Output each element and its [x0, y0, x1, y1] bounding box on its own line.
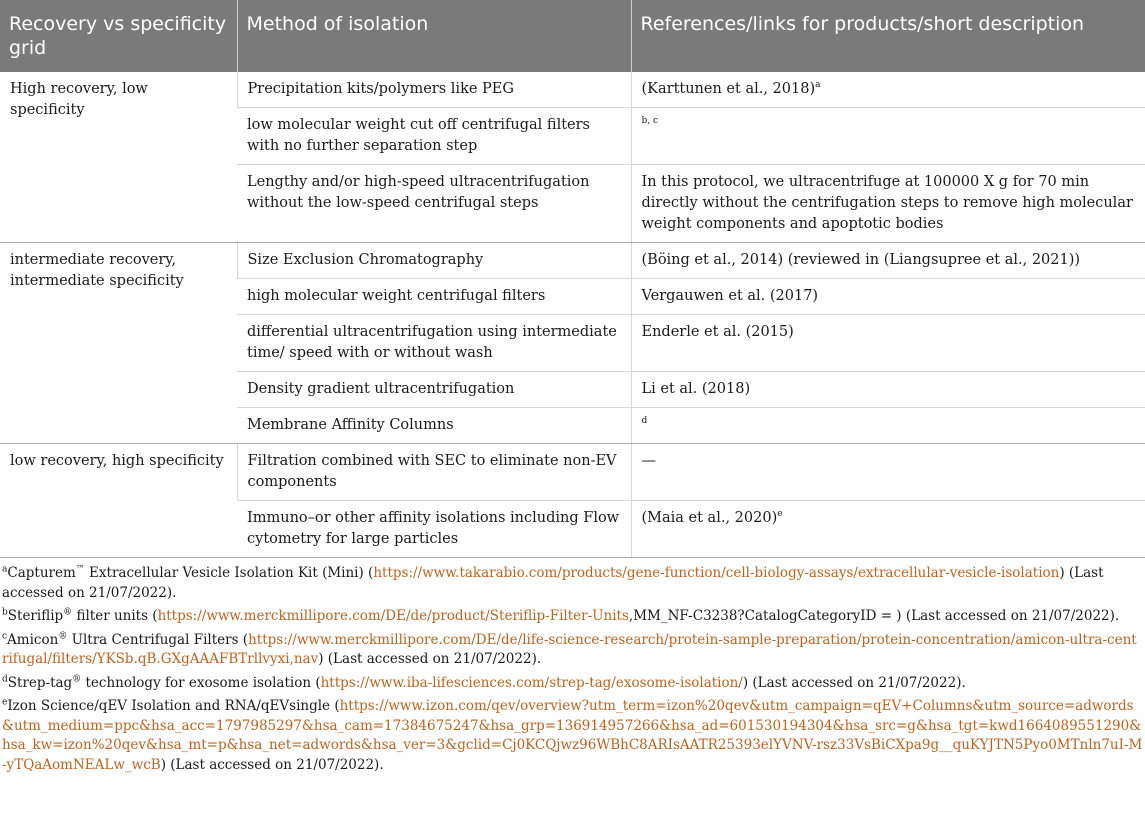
- footnote-mark: d: [2, 674, 8, 684]
- footnote-text: Extracellular Vesicle Isolation Kit (Mini) (: [84, 565, 374, 581]
- footnote-marker: a: [815, 80, 821, 91]
- footnote-marker: d: [641, 416, 648, 427]
- reference-text: (Maia et al., 2020): [641, 510, 778, 526]
- table-row: [0, 72, 1145, 108]
- product-name: Steriflip: [7, 608, 64, 624]
- method-cell: Lengthy and/or high-speed ultracentrifugation without the low-speed centrifugal steps: [237, 165, 631, 243]
- footnote-access-date: ) (Last accessed on 21/07/2022).: [742, 674, 966, 691]
- reference-cell: [631, 501, 1145, 558]
- footnote-link[interactable]: https://www.takarabio.com/products/gene-function/cell-biology-assays/extracellular-vesicle-isolation: [373, 565, 1060, 581]
- group-label: low recovery, high specificity: [0, 444, 237, 558]
- header-grid: Recovery vs specificity grid: [0, 0, 237, 72]
- table-body: [0, 72, 1145, 558]
- method-cell: Density gradient ultracentrifugation: [237, 372, 631, 408]
- footnote-link[interactable]: https://www.iba-lifesciences.com/strep-tag/exosome-isolation/: [320, 674, 743, 691]
- reference-cell: [631, 108, 1145, 165]
- reference-cell: [631, 444, 1145, 501]
- product-name: Izon Science/qEV Isolation and RNA/qEVsingle: [7, 698, 331, 714]
- footnote-access-date: ) (Last accessed on 21/07/2022).: [160, 756, 384, 773]
- method-cell: high molecular weight centrifugal filters: [237, 279, 631, 315]
- footnote-text: technology for exosome isolation (: [81, 674, 321, 691]
- table-header-row: [0, 0, 1145, 72]
- footnote-text: filter units (: [72, 608, 158, 624]
- method-cell: Membrane Affinity Columns: [237, 408, 631, 444]
- footnote-link[interactable]: https://www.izon.com/qev/overview?utm_term=izon%20qev&utm_campaign=qEV+Columns&utm_source=adwords&utm_medium=ppc&hsa_acc=1797985297&hsa_cam=17384675247&hsa_grp=136914957266&hsa_ad=601530194304&hsa_src=g&hsa_tgt=kwd1664089551290&hsa_kw=izon%20qev&hsa_mt=p&hsa_net=adwords&hsa_ver=3&gclid=Cj0KCQjwz96WBhC8ARIsAATR25393elYVNV-rsz33VsBiCXpa9g__quKYJTN5Pyo0MTnln7uI-M-yTQaAomNEALw_wcB: [2, 698, 1143, 773]
- method-cell: low molecular weight cut off centrifugal filters with no further separation step: [237, 108, 631, 165]
- reference-cell: [631, 72, 1145, 108]
- trademark-symbol: ®: [58, 631, 68, 641]
- footnote-access-date: ) (Last accessed on 21/07/2022).: [2, 565, 1104, 601]
- method-cell: Precipitation kits/polymers like PEG: [237, 72, 631, 108]
- product-name: Strep-tag: [7, 674, 73, 691]
- footnote-text: (: [330, 698, 340, 714]
- method-cell: Immuno–or other affinity isolations including Flow cytometry for large particles: [237, 501, 631, 558]
- reference-text: Li et al. (2018): [641, 381, 751, 397]
- reference-cell: [631, 372, 1145, 408]
- footnote-link[interactable]: https://www.merckmillipore.com/DE/de/product/Steriflip-Filter-Units: [157, 608, 629, 624]
- footnotes: [0, 558, 1145, 775]
- footnote-access-date: ) (Last accessed on 21/07/2022).: [318, 651, 542, 667]
- footnote-text: Ultra Centrifugal Filters (: [67, 631, 249, 648]
- reference-text: —: [641, 453, 656, 469]
- group-label: High recovery, low specificity: [0, 72, 237, 243]
- trademark-symbol: ®: [72, 674, 82, 684]
- reference-cell: [631, 408, 1145, 444]
- footnote-d: [2, 674, 1143, 694]
- footnote-access-date: ,MM_NF-C3238?CatalogCategoryID = ) (Last accessed on 21/07/2022).: [628, 608, 1120, 624]
- reference-text: (Karttunen et al., 2018): [641, 81, 816, 97]
- reference-text: Enderle et al. (2015): [641, 324, 794, 340]
- method-cell: Size Exclusion Chromatography: [237, 243, 631, 279]
- trademark-symbol: ™: [75, 564, 85, 575]
- reference-text: (Böing et al., 2014) (reviewed in (Liangsupree et al., 2021)): [641, 252, 1081, 268]
- table-row: [0, 243, 1145, 279]
- footnote-mark: b: [2, 607, 8, 618]
- table-row: [0, 444, 1145, 501]
- header-references: References/links for products/short description: [631, 0, 1145, 72]
- product-name: Capturem: [7, 565, 76, 581]
- footnote-a: [2, 564, 1143, 603]
- product-name: Amicon: [7, 631, 59, 648]
- trademark-symbol: ®: [63, 607, 73, 618]
- footnote-mark: c: [2, 631, 8, 641]
- footnote-link[interactable]: https://www.merckmillipore.com/DE/de/life-science-research/protein-sample-preparation/protein-concentration/amicon-ultra-centrifugal/filters/YKSb.qB.GXgAAAFBTrllvyxi,nav: [2, 631, 1137, 667]
- footnote-marker: e: [777, 509, 783, 520]
- footnote-b: [2, 607, 1143, 627]
- reference-cell: [631, 279, 1145, 315]
- footnote-mark: a: [2, 564, 8, 575]
- footnote-c: [2, 631, 1143, 670]
- footnote-e: [2, 697, 1143, 775]
- group-label: intermediate recovery, intermediate specificity: [0, 243, 237, 444]
- footnote-mark: e: [2, 697, 8, 708]
- reference-cell: [631, 243, 1145, 279]
- reference-text: In this protocol, we ultracentrifuge at 100000 X g for 70 min directly without the centrifugation steps to remove high molecular weight components and apoptotic bodies: [641, 174, 1133, 232]
- reference-cell: [631, 315, 1145, 372]
- reference-text: Vergauwen et al. (2017): [641, 288, 819, 304]
- method-cell: differential ultracentrifugation using intermediate time/ speed with or without wash: [237, 315, 631, 372]
- header-method: Method of isolation: [237, 0, 631, 72]
- method-cell: Filtration combined with SEC to eliminate non-EV components: [237, 444, 631, 501]
- footnote-marker: b, c: [641, 116, 659, 127]
- reference-cell: [631, 165, 1145, 243]
